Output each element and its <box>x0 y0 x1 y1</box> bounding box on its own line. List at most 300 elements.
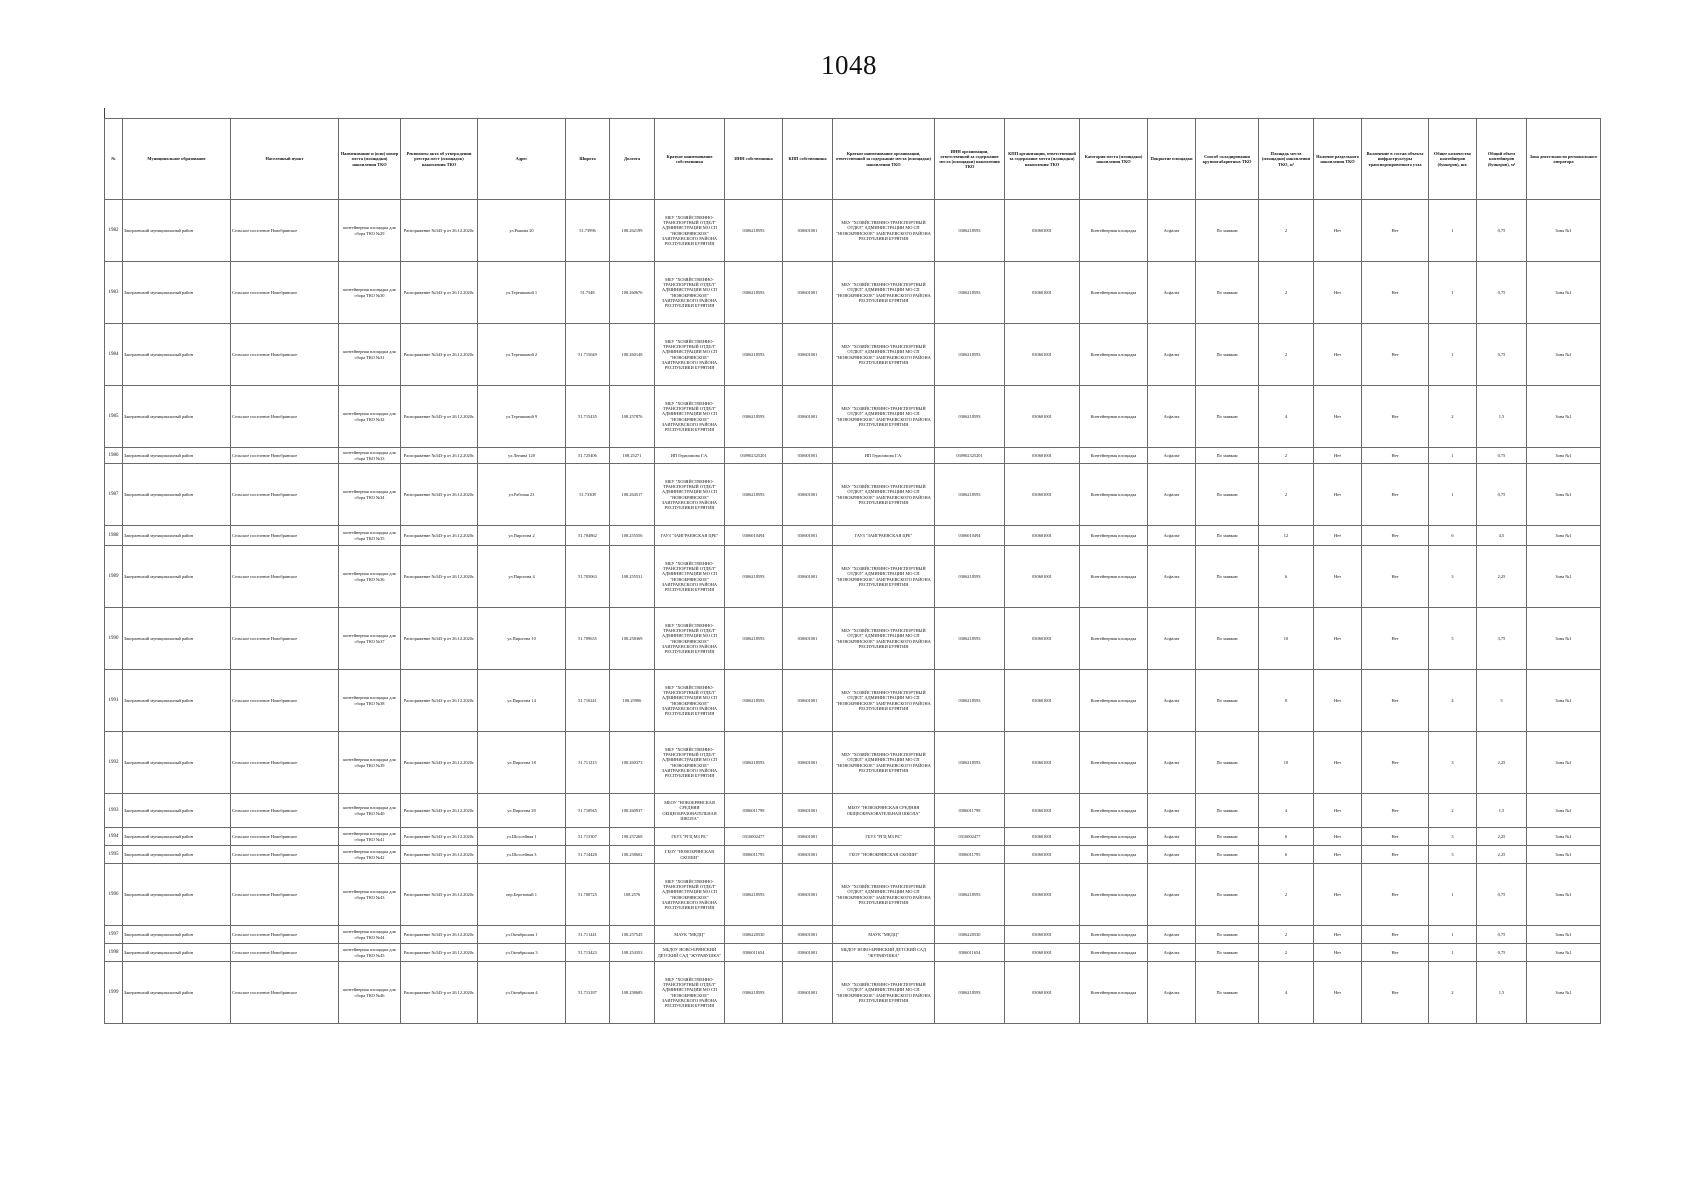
table-cell: Заиграевский муниципальный район <box>123 846 231 864</box>
table-cell: Распоряжение №343-р от 26.12.2020г. <box>401 794 478 828</box>
table-cell: Сельское поселение Новобрянское <box>231 262 339 324</box>
table-cell: 0306220530 <box>935 926 1005 944</box>
table-cell: контейнерная площадка для сбора ТКО №33 <box>339 448 401 464</box>
table-row <box>105 608 1601 670</box>
table-cell: 2 <box>1259 200 1314 262</box>
table-cell: МБУ "ХОЗЯЙСТВЕННО-ТРАНСПОРТНЫЙ ОТДЕЛ" АДМИНИСТРАЦИИ МО СП "НОВОБРЯНСКОЕ" ЗАИГРАЕВСКОГО РАЙОНА РЕСПУБЛИКИ БУРЯТИЯ <box>655 864 725 926</box>
table-cell: 1,5 <box>1477 386 1527 448</box>
table-cell: 51.704862 <box>566 526 610 546</box>
table-cell: ул.Пирогова 14 <box>478 670 566 732</box>
table-cell: контейнерная площадка для сбора ТКО №44 <box>339 926 401 944</box>
table-cell: 108.260373 <box>610 732 655 794</box>
table-cell: МБУ "ХОЗЯЙСТВЕННО-ТРАНСПОРТНЫЙ ОТДЕЛ" АДМИНИСТРАЦИИ МО СП "НОВОБРЯНСКОЕ" ЗАИГРАЕВСКОГО РАЙОНА РЕСПУБЛИКИ БУРЯТИЯ <box>655 464 725 526</box>
table-cell: Нет <box>1362 608 1429 670</box>
table-cell: ГАУЗ "ЗАИГРАЕВСКАЯ ЦРБ" <box>833 526 935 546</box>
table-cell: По заявкам <box>1196 546 1259 608</box>
table-cell: Распоряжение №343-р от 26.12.2020г. <box>401 944 478 962</box>
table-cell: 030601001 <box>1005 864 1080 926</box>
table-cell: Зона №1 <box>1527 200 1601 262</box>
table-cell: По заявкам <box>1196 864 1259 926</box>
table-cell: ул.Ленина 120 <box>478 448 566 464</box>
table-cell: 2 <box>1429 386 1477 448</box>
table-cell: Зона №1 <box>1527 608 1601 670</box>
table-cell: 51.708725 <box>566 864 610 926</box>
table-cell: контейнерная площадка для сбора ТКО №30 <box>339 262 401 324</box>
table-cell: Асфальт <box>1148 262 1196 324</box>
table-cell: МБУ "ХОЗЯЙСТВЕННО-ТРАНСПОРТНЫЙ ОТДЕЛ" АДМИНИСТРАЦИИ МО СП "НОВОБРЯНСКОЕ" ЗАИГРАЕВСКОГО РАЙОНА РЕСПУБЛИКИ БУРЯТИЯ <box>833 200 935 262</box>
table-cell: Нет <box>1362 546 1429 608</box>
table-cell: 030601001 <box>1005 846 1080 864</box>
table-cell: Распоряжение №343-р от 26.12.2020г. <box>401 200 478 262</box>
table-cell: Сельское поселение Новобрянское <box>231 608 339 670</box>
table-cell: 0306011654 <box>935 944 1005 962</box>
table-cell: 1986 <box>105 448 123 464</box>
table-cell: 1996 <box>105 864 123 926</box>
table-cell: Нет <box>1362 794 1429 828</box>
table-cell: 0,75 <box>1477 926 1527 944</box>
table-cell: 108.25271 <box>610 448 655 464</box>
table-cell: Нет <box>1314 448 1362 464</box>
table-cell: контейнерная площадка для сбора ТКО №45 <box>339 944 401 962</box>
table-cell: Сельское поселение Новобрянское <box>231 962 339 1024</box>
header-cell: Адрес <box>478 119 566 200</box>
table-cell: 1 <box>1429 464 1477 526</box>
table-cell: Асфальт <box>1148 732 1196 794</box>
table-cell: 51.713187 <box>566 962 610 1024</box>
table-cell: Асфальт <box>1148 846 1196 864</box>
table-cell: 2 <box>1259 262 1314 324</box>
table-cell: Сельское поселение Новобрянское <box>231 464 339 526</box>
table-cell: Нет <box>1314 464 1362 526</box>
table-cell: 1982 <box>105 200 123 262</box>
table-cell: По заявкам <box>1196 794 1259 828</box>
table-cell: ул.Терешковой 2 <box>478 324 566 386</box>
table-cell: МБУ "ХОЗЯЙСТВЕННО-ТРАНСПОРТНЫЙ ОТДЕЛ" АДМИНИСТРАЦИИ МО СП "НОВОБРЯНСКОЕ" ЗАИГРАЕВСКОГО РАЙОНА РЕСПУБЛИКИ БУРЯТИЯ <box>833 324 935 386</box>
table-cell: Распоряжение №343-р от 26.12.2020г. <box>401 670 478 732</box>
table-cell: 2 <box>1259 448 1314 464</box>
table-cell: Асфальт <box>1148 464 1196 526</box>
table-cell: Нет <box>1314 828 1362 846</box>
table-cell: Заиграевский муниципальный район <box>123 670 231 732</box>
table-cell: МБУ "ХОЗЯЙСТВЕННО-ТРАНСПОРТНЫЙ ОТДЕЛ" АДМИНИСТРАЦИИ МО СП "НОВОБРЯНСКОЕ" ЗАИГРАЕВСКОГО РАЙОНА РЕСПУБЛИКИ БУРЯТИЯ <box>655 324 725 386</box>
table-cell: 108.255531 <box>610 546 655 608</box>
table-cell: Нет <box>1362 262 1429 324</box>
table-cell: 0306218593 <box>725 864 783 926</box>
table-cell: 51.715435 <box>566 386 610 448</box>
table-cell: 2 <box>1259 864 1314 926</box>
table-cell: 2,25 <box>1477 546 1527 608</box>
table-cell: контейнерная площадка для сбора ТКО №38 <box>339 670 401 732</box>
margin-tick <box>104 108 105 118</box>
table-cell: Сельское поселение Новобрянское <box>231 944 339 962</box>
header-cell: Общий объем контейнеров (бункеров), м³ <box>1477 119 1527 200</box>
table-cell: Зона №1 <box>1527 262 1601 324</box>
table-cell: 030601001 <box>1005 464 1080 526</box>
table-cell: Контейнерная площадка <box>1080 944 1148 962</box>
table-cell: 2,25 <box>1477 846 1527 864</box>
table-cell: Контейнерная площадка <box>1080 732 1148 794</box>
table-cell: Сельское поселение Новобрянское <box>231 448 339 464</box>
table-cell: МБУ "ХОЗЯЙСТВЕННО-ТРАНСПОРТНЫЙ ОТДЕЛ" АДМИНИСТРАЦИИ МО СП "НОВОБРЯНСКОЕ" ЗАИГРАЕВСКОГО РАЙОНА РЕСПУБЛИКИ БУРЯТИЯ <box>833 608 935 670</box>
table-row <box>105 386 1601 448</box>
table-cell: 108.258602 <box>610 846 655 864</box>
table-cell: Заиграевский муниципальный район <box>123 732 231 794</box>
table-cell: 2 <box>1259 944 1314 962</box>
table-cell: 51.73996 <box>566 200 610 262</box>
table-cell: 10 <box>1259 608 1314 670</box>
table-cell: Зона №1 <box>1527 448 1601 464</box>
table-cell: 51.73308 <box>566 464 610 526</box>
table-cell: контейнерная площадка для сбора ТКО №36 <box>339 546 401 608</box>
table-cell: Нет <box>1314 846 1362 864</box>
table-cell: 0306218593 <box>935 464 1005 526</box>
table-cell: ул.Шоссейная 3 <box>478 846 566 864</box>
table-cell: 1991 <box>105 670 123 732</box>
table-cell: Нет <box>1314 200 1362 262</box>
table-cell: Распоряжение №343-р от 26.12.2020г. <box>401 448 478 464</box>
table-cell: 0306218593 <box>725 200 783 262</box>
table-cell: 0,75 <box>1477 324 1527 386</box>
table-cell: 0306218593 <box>725 962 783 1024</box>
table-cell: 030601001 <box>1005 944 1080 962</box>
table-cell: 030601001 <box>1005 546 1080 608</box>
table-cell: Нет <box>1362 526 1429 546</box>
table-cell: 3,75 <box>1477 608 1527 670</box>
table-cell: 030601001 <box>1005 732 1080 794</box>
table-cell: 030601001 <box>783 828 833 846</box>
table-cell: По заявкам <box>1196 846 1259 864</box>
table-cell: 51.709635 <box>566 608 610 670</box>
table-cell: Асфальт <box>1148 794 1196 828</box>
table-cell: Заиграевский муниципальный район <box>123 262 231 324</box>
table-cell: Распоряжение №343-р от 26.12.2020г. <box>401 386 478 448</box>
table-row <box>105 546 1601 608</box>
table-cell: Зона №1 <box>1527 926 1601 944</box>
table-cell: 030601001 <box>783 732 833 794</box>
table-cell: 2 <box>1259 926 1314 944</box>
table-cell: Контейнерная площадка <box>1080 828 1148 846</box>
header-cell: Муниципальное образование <box>123 119 231 200</box>
table-cell: 1987 <box>105 464 123 526</box>
table-cell: По заявкам <box>1196 464 1259 526</box>
table-cell: Нет <box>1314 386 1362 448</box>
table-cell: МБУ "ХОЗЯЙСТВЕННО-ТРАНСПОРТНЫЙ ОТДЕЛ" АДМИНИСТРАЦИИ МО СП "НОВОБРЯНСКОЕ" ЗАИГРАЕВСКОГО РАЙОНА РЕСПУБЛИКИ БУРЯТИЯ <box>833 386 935 448</box>
table-cell: 0306218593 <box>935 386 1005 448</box>
table-cell: 0306011798 <box>725 794 783 828</box>
table-cell: Контейнерная площадка <box>1080 608 1148 670</box>
table-cell: По заявкам <box>1196 828 1259 846</box>
table-cell: 3 <box>1429 846 1477 864</box>
table-cell: Нет <box>1314 526 1362 546</box>
table-cell: 1 <box>1429 324 1477 386</box>
table-cell: 0306010494 <box>935 526 1005 546</box>
table-cell: 0306218593 <box>725 608 783 670</box>
table-cell: 030601001 <box>1005 670 1080 732</box>
table-cell: 1984 <box>105 324 123 386</box>
table-cell: 0,75 <box>1477 200 1527 262</box>
table-cell: 108.25906 <box>610 670 655 732</box>
table-cell: Зона №1 <box>1527 670 1601 732</box>
table-cell: 030601001 <box>783 944 833 962</box>
table-cell: Распоряжение №343-р от 26.12.2020г. <box>401 526 478 546</box>
table-cell: 1985 <box>105 386 123 448</box>
table-cell: Нет <box>1314 944 1362 962</box>
header-cell: Краткое наименование организации, ответственной за содержание места (площадки) накопления ТКО <box>833 119 935 200</box>
table-cell: Нет <box>1362 828 1429 846</box>
table-cell: Нет <box>1314 732 1362 794</box>
table-cell: контейнерная площадка для сбора ТКО №35 <box>339 526 401 546</box>
table-cell: 6 <box>1259 846 1314 864</box>
table-cell: 1998 <box>105 944 123 962</box>
table-cell: 108.260148 <box>610 324 655 386</box>
table-cell: 030601001 <box>1005 608 1080 670</box>
table-cell: Контейнерная площадка <box>1080 262 1148 324</box>
table-cell: 1988 <box>105 526 123 546</box>
table-cell: 12 <box>1259 526 1314 546</box>
table-cell: Распоряжение №343-р от 26.12.2020г. <box>401 608 478 670</box>
header-cell: Зона деятельности регионального оператора <box>1527 119 1601 200</box>
header-cell: № <box>105 119 123 200</box>
table-cell: Нет <box>1314 926 1362 944</box>
table-cell: МБУ "ХОЗЯЙСТВЕННО-ТРАНСПОРТНЫЙ ОТДЕЛ" АДМИНИСТРАЦИИ МО СП "НОВОБРЯНСКОЕ" ЗАИГРАЕВСКОГО РАЙОНА РЕСПУБЛИКИ БУРЯТИЯ <box>655 962 725 1024</box>
table-cell: 1983 <box>105 262 123 324</box>
table-cell: 4,5 <box>1477 526 1527 546</box>
table-cell: 030601001 <box>783 526 833 546</box>
table-cell: 0306218593 <box>935 546 1005 608</box>
table-cell: МБДОУ НОВО-БРЯНСКИЙ ДЕТСКИЙ САД "ЖУРАВУШКА" <box>833 944 935 962</box>
table-cell: ул.Шоссейная 1 <box>478 828 566 846</box>
table-cell: 030601001 <box>1005 448 1080 464</box>
header-cell: ИНН организации, ответственной за содержание места (площадки) накопления ТКО <box>935 119 1005 200</box>
table-cell: 2 <box>1429 794 1477 828</box>
table-cell: 108.262199 <box>610 200 655 262</box>
table-cell: 030601001 <box>1005 828 1080 846</box>
header-cell: Краткое наименование собственника <box>655 119 725 200</box>
table-cell: 0306010494 <box>725 526 783 546</box>
table-cell: Контейнерная площадка <box>1080 864 1148 926</box>
table-cell: контейнерная площадка для сбора ТКО №34 <box>339 464 401 526</box>
table-cell: 0,75 <box>1477 448 1527 464</box>
table-cell: Распоряжение №343-р от 26.12.2020г. <box>401 262 478 324</box>
table-cell: 030902325201 <box>725 448 783 464</box>
table-cell: Распоряжение №343-р от 26.12.2020г. <box>401 864 478 926</box>
table-cell: 0306218593 <box>935 200 1005 262</box>
table-cell: МБУ "ХОЗЯЙСТВЕННО-ТРАНСПОРТНЫЙ ОТДЕЛ" АДМИНИСТРАЦИИ МО СП "НОВОБРЯНСКОЕ" ЗАИГРАЕВСКОГО РАЙОНА РЕСПУБЛИКИ БУРЯТИЯ <box>655 670 725 732</box>
table-cell: 4 <box>1259 962 1314 1024</box>
table-cell: Распоряжение №343-р от 26.12.2020г. <box>401 926 478 944</box>
table-cell: 1,5 <box>1477 794 1527 828</box>
table-cell: Заиграевский муниципальный район <box>123 526 231 546</box>
table-cell: Асфальт <box>1148 526 1196 546</box>
table-cell: 1992 <box>105 732 123 794</box>
table-cell: МБОУ "НОВОБРЯНСКАЯ СРЕДНЯЯ ОБЩЕОБРАЗОВАТЕЛЬНАЯ ШКОЛА" <box>655 794 725 828</box>
table-cell: контейнерная площадка для сбора ТКО №37 <box>339 608 401 670</box>
table-cell: По заявкам <box>1196 324 1259 386</box>
table-row <box>105 732 1601 794</box>
table-cell: МБУ "ХОЗЯЙСТВЕННО-ТРАНСПОРТНЫЙ ОТДЕЛ" АДМИНИСТРАЦИИ МО СП "НОВОБРЯНСКОЕ" ЗАИГРАЕВСКОГО РАЙОНА РЕСПУБЛИКИ БУРЯТИЯ <box>655 262 725 324</box>
table-cell: Асфальт <box>1148 546 1196 608</box>
header-cell: Реквизиты акта об утверждении реестра мест (площадок) накопления ТКО <box>401 119 478 200</box>
table-cell: МБУ "ХОЗЯЙСТВЕННО-ТРАНСПОРТНЫЙ ОТДЕЛ" АДМИНИСТРАЦИИ МО СП "НОВОБРЯНСКОЕ" ЗАИГРАЕВСКОГО РАЙОНА РЕСПУБЛИКИ БУРЯТИЯ <box>655 546 725 608</box>
header-cell: Общее количество контейнеров (бункеров), шт. <box>1429 119 1477 200</box>
table-cell: 4 <box>1259 794 1314 828</box>
table-cell: ИП Герасимова Г.А. <box>655 448 725 464</box>
table-cell: 030601001 <box>783 386 833 448</box>
table-cell: ул.Пирогова 4 <box>478 546 566 608</box>
table-cell: 3 <box>1477 670 1527 732</box>
table-cell: 51.710241 <box>566 670 610 732</box>
table-cell: 030601001 <box>1005 526 1080 546</box>
table-cell: МАУК "МКДЦ" <box>655 926 725 944</box>
table-cell: 0,75 <box>1477 262 1527 324</box>
table-cell: 0306218593 <box>935 262 1005 324</box>
table-cell: 0306218593 <box>725 732 783 794</box>
table-cell: 030601001 <box>783 608 833 670</box>
table-cell: Нет <box>1362 200 1429 262</box>
table-cell: Контейнерная площадка <box>1080 794 1148 828</box>
header-cell: КПП собственника <box>783 119 833 200</box>
table-cell: 108.2576 <box>610 864 655 926</box>
table-cell: 6 <box>1429 526 1477 546</box>
table-cell: 0306218593 <box>725 464 783 526</box>
table-cell: Зона №1 <box>1527 324 1601 386</box>
table-cell: По заявкам <box>1196 262 1259 324</box>
table-cell: 1993 <box>105 794 123 828</box>
table-cell: 51.714428 <box>566 846 610 864</box>
table-cell: Нет <box>1314 324 1362 386</box>
table-cell: Асфальт <box>1148 386 1196 448</box>
table-cell: Зона №1 <box>1527 828 1601 846</box>
table-cell: Зона №1 <box>1527 864 1601 926</box>
table-cell: Контейнерная площадка <box>1080 448 1148 464</box>
table-header-row <box>105 119 1601 200</box>
table-cell: 030601001 <box>1005 324 1080 386</box>
table-cell: Зона №1 <box>1527 546 1601 608</box>
table-cell: Асфальт <box>1148 324 1196 386</box>
table-cell: 1994 <box>105 828 123 846</box>
table-cell: 030902325201 <box>935 448 1005 464</box>
table-cell: контейнерная площадка для сбора ТКО №29 <box>339 200 401 262</box>
table-cell: МБУ "ХОЗЯЙСТВЕННО-ТРАНСПОРТНЫЙ ОТДЕЛ" АДМИНИСТРАЦИИ МО СП "НОВОБРЯНСКОЕ" ЗАИГРАЕВСКОГО РАЙОНА РЕСПУБЛИКИ БУРЯТИЯ <box>833 464 935 526</box>
table-row <box>105 846 1601 864</box>
waste-site-registry-table <box>104 118 1601 1024</box>
header-cell: Способ складирования крупногабаритных ТКО <box>1196 119 1259 200</box>
table-cell: Контейнерная площадка <box>1080 526 1148 546</box>
table-cell: МБУ "ХОЗЯЙСТВЕННО-ТРАНСПОРТНЫЙ ОТДЕЛ" АДМИНИСТРАЦИИ МО СП "НОВОБРЯНСКОЕ" ЗАИГРАЕВСКОГО РАЙОНА РЕСПУБЛИКИ БУРЯТИЯ <box>833 262 935 324</box>
table-body <box>105 200 1601 1024</box>
table-cell: 0306011795 <box>725 846 783 864</box>
table-cell: Нет <box>1362 962 1429 1024</box>
table-cell: Сельское поселение Новобрянское <box>231 828 339 846</box>
table-row <box>105 464 1601 526</box>
table-cell: Заиграевский муниципальный район <box>123 546 231 608</box>
table-cell: пер.Березовый 1 <box>478 864 566 926</box>
table-cell: ГБОУ "НОВОБРЯНСКАЯ СКОШИ" <box>833 846 935 864</box>
table-cell: Контейнерная площадка <box>1080 464 1148 526</box>
table-cell: ул.Пирогова 10 <box>478 608 566 670</box>
header-cell: Площадь места (площадки) накопления ТКО, м² <box>1259 119 1314 200</box>
table-cell: 108.264517 <box>610 464 655 526</box>
table-cell: Нет <box>1314 608 1362 670</box>
table-cell: 0306218593 <box>935 608 1005 670</box>
table-cell: МБУ "ХОЗЯЙСТВЕННО-ТРАНСПОРТНЫЙ ОТДЕЛ" АДМИНИСТРАЦИИ МО СП "НОВОБРЯНСКОЕ" ЗАИГРАЕВСКОГО РАЙОНА РЕСПУБЛИКИ БУРЯТИЯ <box>833 864 935 926</box>
table-cell: 51.711441 <box>566 926 610 944</box>
table-cell: 2 <box>1259 464 1314 526</box>
table-cell: Сельское поселение Новобрянское <box>231 324 339 386</box>
table-cell: контейнерная площадка для сбора ТКО №43 <box>339 864 401 926</box>
table-cell: Заиграевский муниципальный район <box>123 200 231 262</box>
table-cell: Сельское поселение Новобрянское <box>231 200 339 262</box>
table-cell: МБУ "ХОЗЯЙСТВЕННО-ТРАНСПОРТНЫЙ ОТДЕЛ" АДМИНИСТРАЦИИ МО СП "НОВОБРЯНСКОЕ" ЗАИГРАЕВСКОГО РАЙОНА РЕСПУБЛИКИ БУРЯТИЯ <box>655 608 725 670</box>
table-cell: Распоряжение №343-р от 26.12.2020г. <box>401 846 478 864</box>
table-cell: 51.711215 <box>566 732 610 794</box>
table-cell: 51.725406 <box>566 448 610 464</box>
table-cell: Контейнерная площадка <box>1080 926 1148 944</box>
table-cell: МБОУ "НОВОБРЯНСКАЯ СРЕДНЯЯ ОБЩЕОБРАЗОВАТЕЛЬНАЯ ШКОЛА" <box>833 794 935 828</box>
table-cell: Распоряжение №343-р от 26.12.2020г. <box>401 464 478 526</box>
table-cell: ИП Герасимова Г.А. <box>833 448 935 464</box>
table-cell: 030601001 <box>1005 262 1080 324</box>
table-cell: Зона №1 <box>1527 526 1601 546</box>
table-cell: Нет <box>1362 846 1429 864</box>
page-number: 1048 <box>821 50 877 80</box>
table-cell: контейнерная площадка для сбора ТКО №46 <box>339 962 401 1024</box>
table-cell: 1999 <box>105 962 123 1024</box>
table-cell: 10 <box>1259 732 1314 794</box>
table-cell: 030601001 <box>783 794 833 828</box>
table-cell: По заявкам <box>1196 732 1259 794</box>
table-cell: Контейнерная площадка <box>1080 962 1148 1024</box>
table-cell: Распоряжение №343-р от 26.12.2020г. <box>401 324 478 386</box>
table-cell: 51.7348 <box>566 262 610 324</box>
table-cell: Нет <box>1362 448 1429 464</box>
header-cell: Включение в состав объекта инфраструктуры транспортировочного узла <box>1362 119 1429 200</box>
table-cell: 3 <box>1429 546 1477 608</box>
table-cell: 030601001 <box>783 464 833 526</box>
table-cell: 1 <box>1429 926 1477 944</box>
table-cell: Сельское поселение Новобрянское <box>231 546 339 608</box>
header-cell: Наличие раздельного накопления ТКО <box>1314 119 1362 200</box>
table-cell: 1 <box>1429 944 1477 962</box>
table-cell: МБДОУ НОВО-БРЯНСКИЙ ДЕТСКИЙ САД "ЖУРАВУШКА" <box>655 944 725 962</box>
table-cell: Контейнерная площадка <box>1080 324 1148 386</box>
table-cell: Сельское поселение Новобрянское <box>231 794 339 828</box>
table-cell: 0306011654 <box>725 944 783 962</box>
table-cell: МБУ "ХОЗЯЙСТВЕННО-ТРАНСПОРТНЫЙ ОТДЕЛ" АДМИНИСТРАЦИИ МО СП "НОВОБРЯНСКОЕ" ЗАИГРАЕВСКОГО РАЙОНА РЕСПУБЛИКИ БУРЯТИЯ <box>833 670 935 732</box>
table-cell: 0306218593 <box>725 386 783 448</box>
table-cell: 030601001 <box>783 546 833 608</box>
table-cell: Зона №1 <box>1527 944 1601 962</box>
table-cell: Асфальт <box>1148 962 1196 1024</box>
table-cell: 51.713423 <box>566 944 610 962</box>
table-cell: 030601001 <box>1005 200 1080 262</box>
table-cell: 108.260937 <box>610 794 655 828</box>
table-cell: контейнерная площадка для сбора ТКО №39 <box>339 732 401 794</box>
table-cell: 1 <box>1429 448 1477 464</box>
table-cell: контейнерная площадка для сбора ТКО №32 <box>339 386 401 448</box>
table-cell: 1,5 <box>1477 962 1527 1024</box>
table-cell: контейнерная площадка для сбора ТКО №40 <box>339 794 401 828</box>
table-cell: 2,25 <box>1477 828 1527 846</box>
table-cell: Нет <box>1314 546 1362 608</box>
table-cell: ГАУЗ "ЗАИГРАЕВСКАЯ ЦРБ" <box>655 526 725 546</box>
header-cell: Долгота <box>610 119 655 200</box>
table-cell: 4 <box>1429 670 1477 732</box>
table-cell: По заявкам <box>1196 944 1259 962</box>
table-cell: контейнерная площадка для сбора ТКО №41 <box>339 828 401 846</box>
table-cell: 108.257545 <box>610 926 655 944</box>
table-cell: 0316002477 <box>935 828 1005 846</box>
